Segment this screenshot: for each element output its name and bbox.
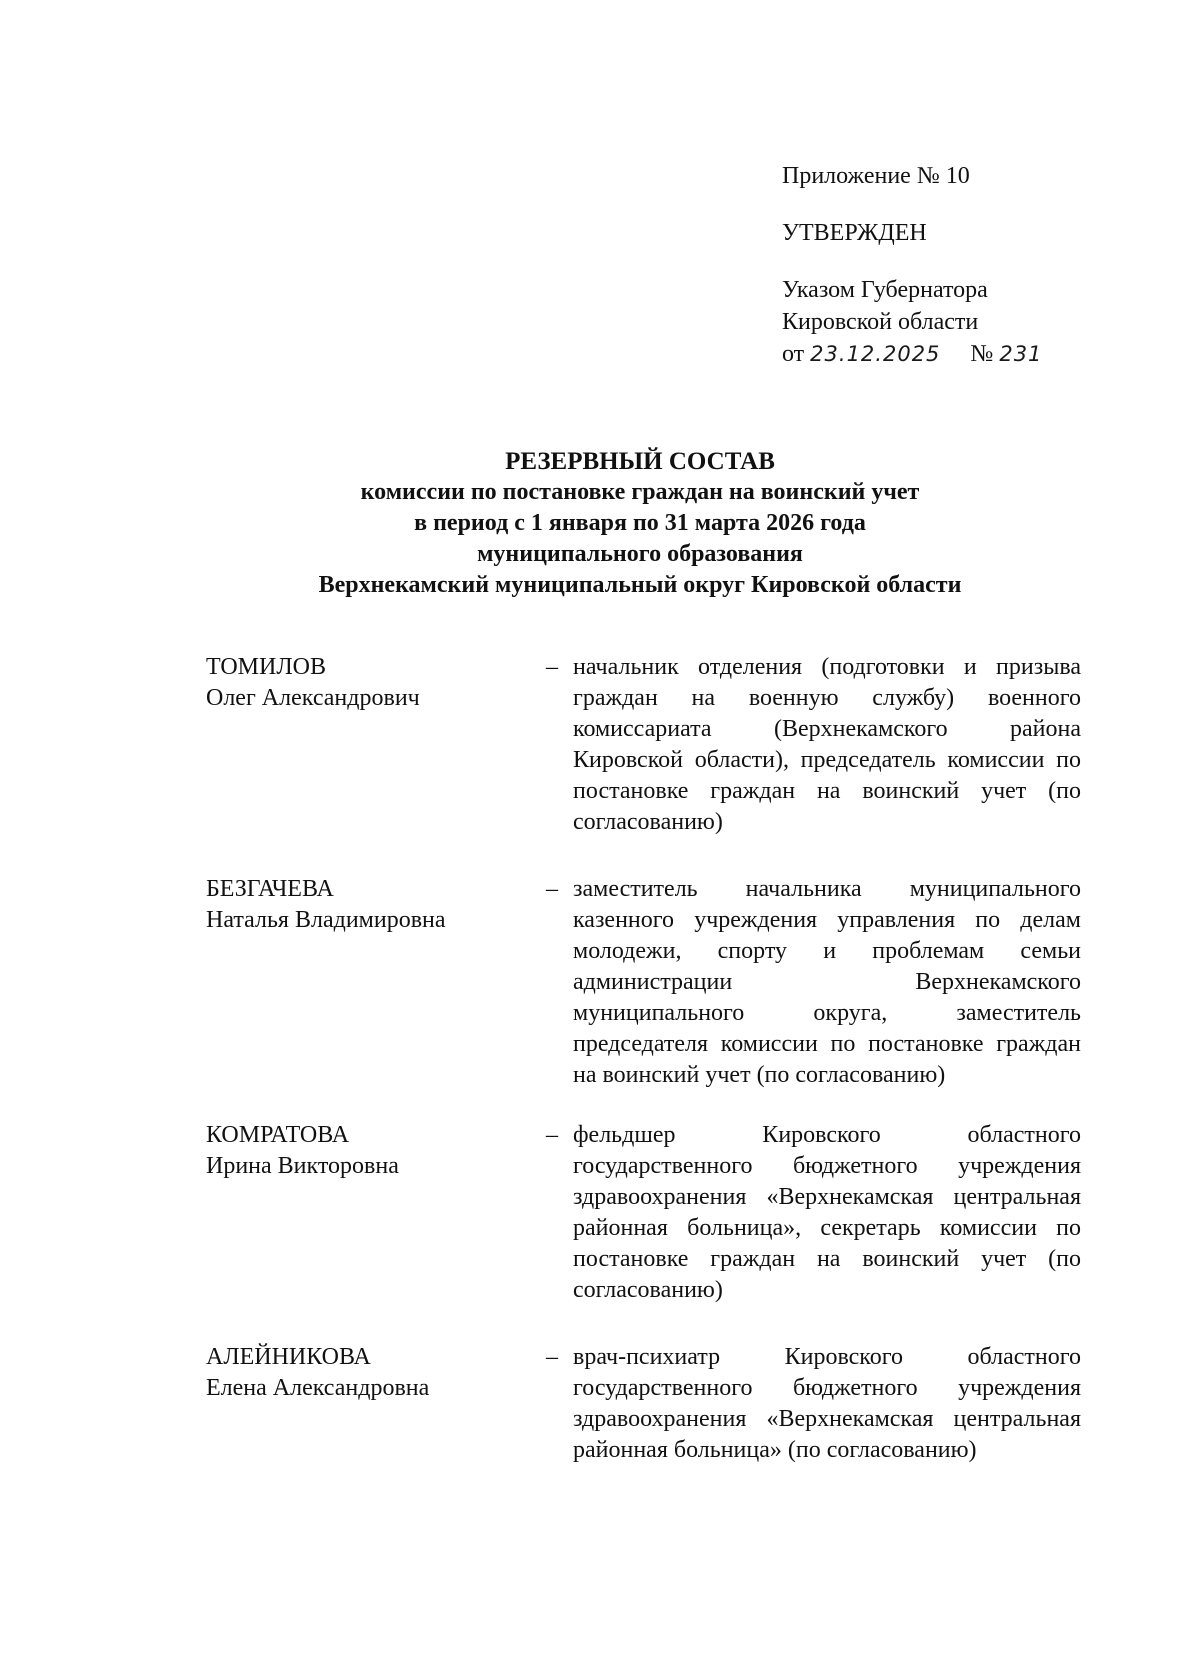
member-given-name: Елена Александровна <box>206 1375 430 1401</box>
member-role: заместитель начальника муниципального казенного учреждения управления по делам молодежи, спорту и проблемам семьи администрации Верхнекамского муниципального округа, заместитель председателя комиссии по постановке граждан на воинский учет (по согласованию) <box>573 876 1081 1088</box>
title-line-5: Верхнекамский муниципальный округ Кировской области <box>318 572 962 598</box>
member-dash: – <box>546 1122 558 1148</box>
member-dash: – <box>546 1344 558 1370</box>
member-role: фельдшер Кировского областного государственного бюджетного учреждения здравоохранения «Верхнекамская центральная районная больница», секретарь комиссии по постановке граждан на воинский учет (по согласованию) <box>573 1122 1081 1303</box>
member-surname: КОМРАТОВА <box>206 1122 350 1148</box>
member-name <box>206 1342 536 1404</box>
number-prefix: № <box>970 341 994 367</box>
member-given-name: Наталья Владимировна <box>206 907 446 933</box>
member-surname: АЛЕЙНИКОВА <box>206 1344 371 1370</box>
document-title <box>200 446 1080 601</box>
decree-line-2: Кировской области <box>782 309 979 335</box>
member-given-name: Ирина Викторовна <box>206 1153 399 1179</box>
title-line-2: комиссии по постановке граждан на воинский учет <box>360 479 920 505</box>
handwritten-number: 231 <box>999 342 1043 366</box>
member-surname: БЕЗГАЧЕВА <box>206 876 334 902</box>
member-name <box>206 1120 536 1182</box>
member-given-name: Олег Александрович <box>206 685 420 711</box>
date-prefix: от <box>782 341 805 367</box>
title-line-1: РЕЗЕРВНЫЙ СОСТАВ <box>505 448 775 475</box>
approval-block <box>782 160 1042 370</box>
handwritten-date: 23.12.2025 <box>810 342 941 366</box>
decree-line-1: Указом Губернатора <box>782 277 988 303</box>
member-dash: – <box>546 654 558 680</box>
member-name <box>206 874 536 936</box>
title-line-4: муниципального образования <box>477 541 803 567</box>
member-dash: – <box>546 876 558 902</box>
decree-date-row <box>782 338 1042 370</box>
approved-label: УТВЕРЖДЕН <box>782 220 927 246</box>
member-role: начальник отделения (подготовки и призыва граждан на военную службу) военного комиссариата (Верхнекамского района Кировской области), председатель комиссии по постановке граждан на воинский учет (по согласованию) <box>573 654 1081 835</box>
member-surname: ТОМИЛОВ <box>206 654 326 680</box>
member-name <box>206 652 536 714</box>
appendix-label: Приложение № 10 <box>782 163 970 189</box>
member-role: врач-психиатр Кировского областного государственного бюджетного учреждения здравоохранения «Верхнекамская центральная районная больница» (по согласованию) <box>573 1344 1081 1463</box>
title-line-3: в период с 1 января по 31 марта 2026 года <box>414 510 866 536</box>
